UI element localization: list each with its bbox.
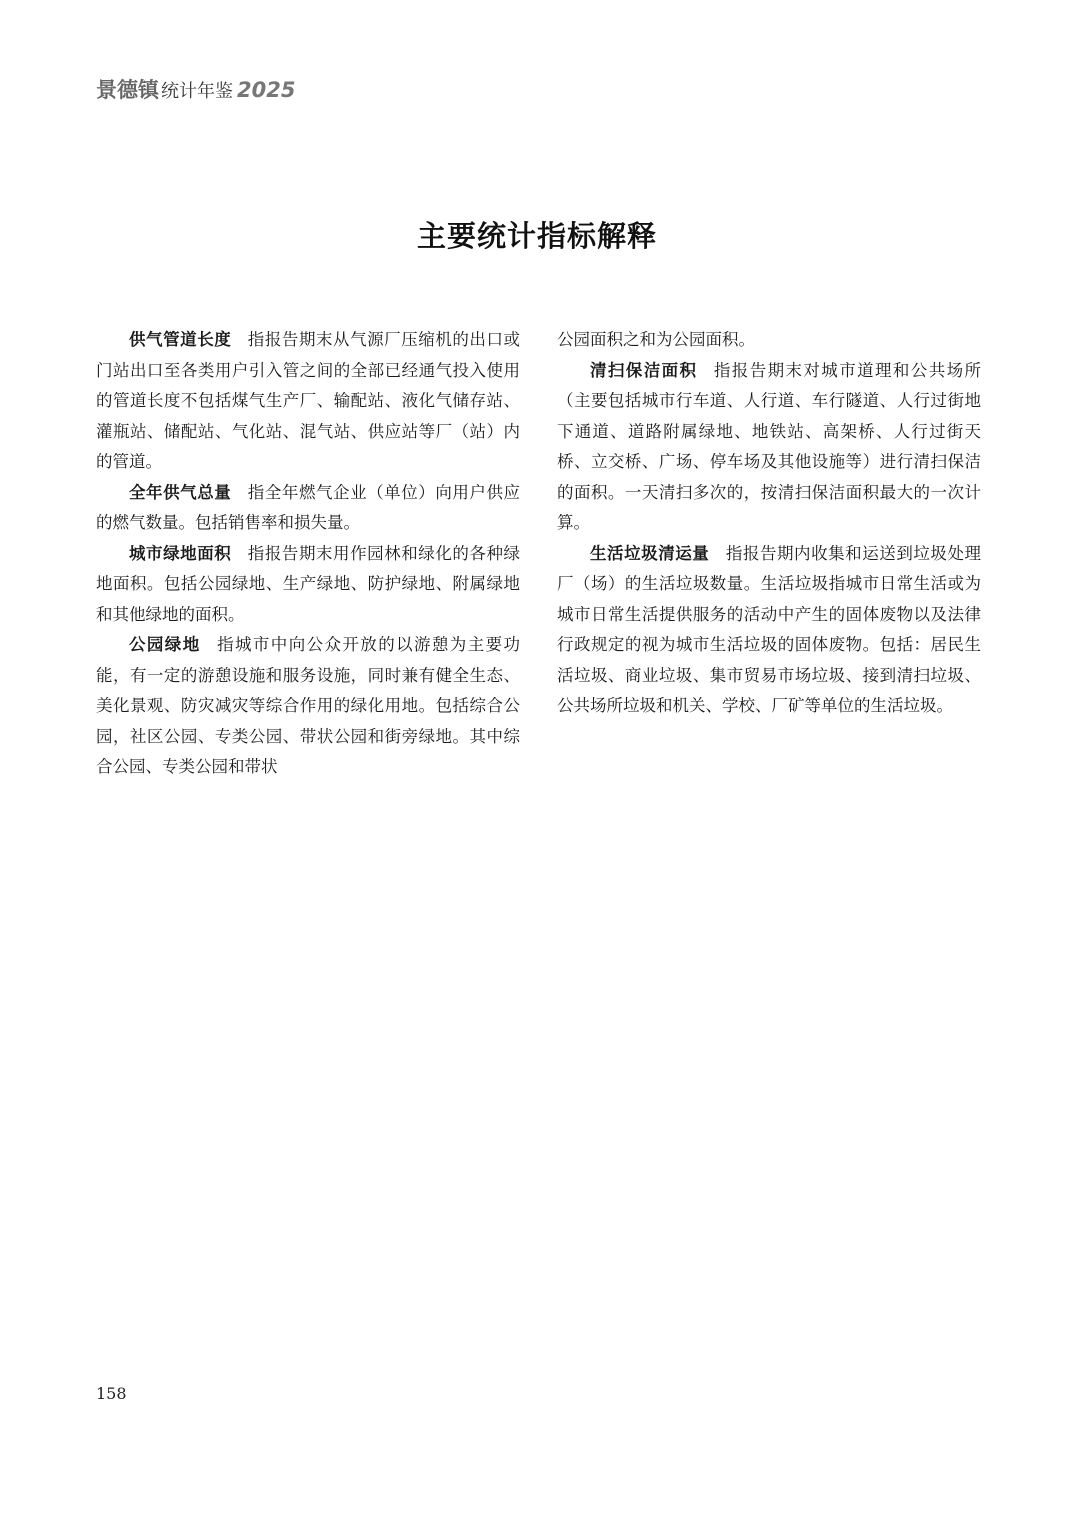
term-label: 清扫保洁面积 [590, 360, 698, 380]
term-definition: 指全年燃气企业（单位）向用户供应的燃气数量。包括销售率和损失量。 [96, 482, 521, 532]
definition-entry [557, 356, 981, 539]
term-label: 公园绿地 [129, 635, 201, 654]
definition-entry [557, 539, 981, 722]
term-definition: 指报告期末对城市道理和公共场所（主要包括城市行车道、人行道、车行隧道、人行过街地下通道、道路附属绿地、地铁站、高架桥、人行过街天桥、立交桥、广场、停车场及其他设施等）进行清扫保洁的面积。一天清扫多次的，按清扫保洁面积最大的一次计算。 [557, 360, 982, 532]
term-definition: 指报告期末用作园林和绿化的各种绿地面积。包括公园绿地、生产绿地、防护绿地、附属绿地和其他绿地的面积。 [96, 543, 521, 624]
term-label: 生活垃圾清运量 [590, 543, 710, 563]
term-definition: 指报告期内收集和运送到垃圾处理厂（场）的生活垃圾数量。生活垃圾指城市日常生活或为城市日常生活提供服务的活动中产生的固体废物以及法律行政规定的视为城市生活垃圾的固体废物。包括：居民生活垃圾、商业垃圾、集市贸易市场垃圾、接到清扫垃圾、公共场所垃圾和机关、学校、厂矿等单位的生活垃圾。 [557, 543, 982, 715]
running-header [96, 74, 295, 104]
term-label: 城市绿地面积 [129, 543, 232, 563]
definition-entry [96, 539, 520, 631]
term-definition: 指城市中向公众开放的以游憩为主要功能，有一定的游憩设施和服务设施，同时兼有健全生态、美化景观、防灾减灾等综合作用的绿化用地。包括综合公园，社区公园、专类公园、带状公园和街旁绿地。其中综合公园、专类公园和带状 [96, 635, 521, 776]
header-book-title: 统计年鉴 [161, 81, 233, 102]
header-city: 景德镇 [96, 78, 159, 102]
left-column [96, 325, 520, 783]
page-title: 主要统计指标解释 [416, 219, 657, 253]
term-label: 供气管道长度 [129, 330, 232, 349]
page-number: 158 [96, 1384, 127, 1403]
definition-entry [96, 630, 520, 783]
right-column [557, 325, 981, 722]
definition-entry [96, 325, 520, 478]
definition-entry [96, 478, 520, 539]
continued-text: 公园面积之和为公园面积。 [557, 330, 755, 349]
term-definition: 指报告期末从气源厂压缩机的出口或门站出口至各类用户引入管之间的全部已经通气投入使用的管道长度不包括煤气生产厂、输配站、液化气储存站、灌瓶站、储配站、气化站、混气站、供应站等厂（站）内的管道。 [96, 330, 521, 471]
term-label: 全年供气总量 [129, 482, 232, 502]
header-year: 2025 [237, 78, 296, 102]
